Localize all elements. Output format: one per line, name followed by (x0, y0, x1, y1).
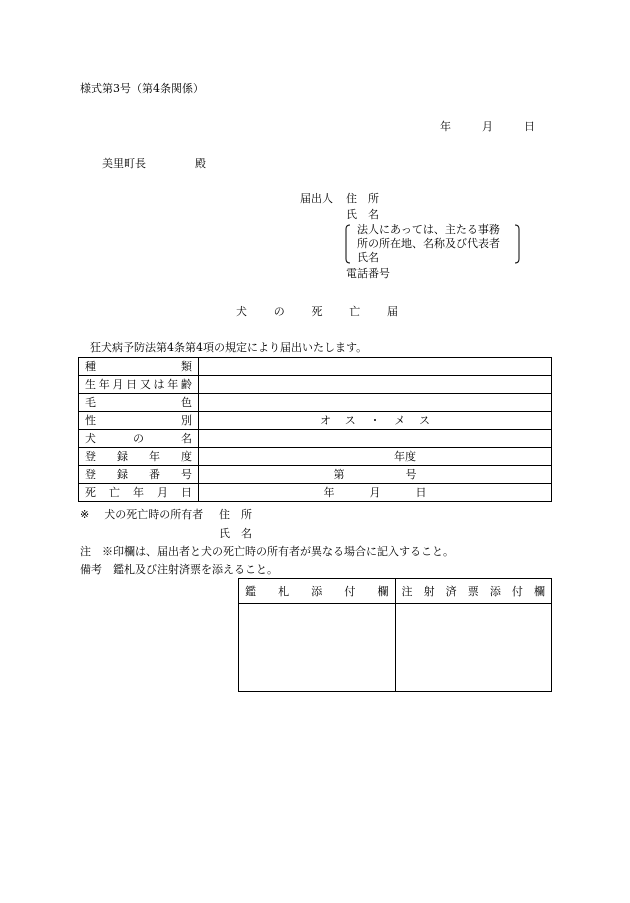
row-value-registration-number[interactable] (199, 466, 552, 484)
sex-option-char: メ (394, 414, 406, 427)
dog-info-table (78, 357, 552, 502)
row-value-sex[interactable] (199, 412, 552, 430)
row-value-dog-name[interactable] (199, 430, 552, 448)
table-row (79, 358, 552, 376)
sex-option-char: ス (344, 414, 356, 427)
justified-label: 注 射 済 票 添 付 欄 (401, 585, 545, 598)
row-label-sex (79, 412, 199, 430)
row-label-birthdate (79, 376, 199, 394)
justified-label: 犬 の 名 (85, 432, 192, 445)
corporate-note-line-1: 法人にあっては、主たる事務 (357, 223, 500, 236)
year-suffix: 年度 (394, 450, 416, 463)
justified-label: 生 年 月 日 又 は 年 齢 (85, 378, 192, 391)
title-char: 犬 (236, 305, 247, 318)
vaccination-attach-area[interactable] (395, 604, 552, 692)
justified-label: 毛 色 (85, 396, 192, 409)
title-char: 届 (387, 305, 398, 318)
corporate-note-line-2: 所の所在地、名称及び代表者 (357, 237, 500, 250)
table-row (79, 412, 552, 430)
vaccination-attach-header (395, 579, 552, 604)
table-row (79, 394, 552, 412)
justified-label: 登 録 年 度 (85, 450, 192, 463)
owner-address-label: 住 所 (219, 508, 252, 521)
row-value-death-date[interactable] (199, 484, 552, 502)
justified-label: 性 別 (85, 414, 192, 427)
notifier-address-label: 住 所 (346, 192, 379, 205)
intro-text: 狂犬病予防法第4条第4項の規定により届出いたします。 (90, 341, 368, 354)
remark-text: 備考 鑑札及び注射済票を添えること。 (80, 563, 278, 576)
sex-option-char: ス (419, 414, 430, 427)
table-row (79, 430, 552, 448)
justified-label: 鑑 札 添 付 欄 (245, 585, 389, 598)
row-label-registration-year (79, 448, 199, 466)
owner-name-label: 氏 名 (219, 527, 252, 540)
date-day: 日 (524, 120, 535, 133)
row-value-coat-color[interactable] (199, 394, 552, 412)
table-row (79, 484, 552, 502)
table-row (239, 579, 552, 604)
table-row (79, 448, 552, 466)
notifier-phone-label: 電話番号 (346, 267, 390, 280)
tag-attach-area[interactable] (239, 604, 396, 692)
document-title (236, 305, 398, 319)
row-label-death-date (79, 484, 199, 502)
addressee (102, 157, 206, 171)
number-prefix: 第 (333, 468, 345, 481)
owner-mark: ※ (80, 508, 90, 521)
table-row (79, 376, 552, 394)
attachment-table (238, 578, 552, 692)
row-value-registration-year[interactable] (199, 448, 552, 466)
corporate-note-line-3: 氏名 (357, 251, 379, 264)
row-label-type (79, 358, 199, 376)
number-suffix: 号 (405, 468, 417, 481)
date-month: 月 (482, 120, 493, 133)
tag-attach-header (239, 579, 396, 604)
row-value-type[interactable] (199, 358, 552, 376)
addressee-honorific: 殿 (195, 157, 206, 170)
notifier-name-label: 氏 名 (346, 208, 379, 221)
row-label-coat-color (79, 394, 199, 412)
owner-section (80, 508, 203, 522)
justified-label: 種 類 (85, 360, 192, 373)
addressee-name: 美里町長 (102, 157, 146, 170)
row-label-registration-number (79, 466, 199, 484)
title-char: の (273, 305, 285, 318)
row-label-dog-name (79, 430, 199, 448)
note-text: 注 ※印欄は、届出者と犬の死亡時の所有者が異なる場合に記入すること。 (80, 545, 454, 558)
notifier-label: 届出人 (300, 192, 333, 205)
table-row (239, 604, 552, 692)
owner-label: 犬の死亡時の所有者 (104, 508, 204, 521)
justified-label: 死 亡 年 月 日 (85, 486, 192, 499)
death-year: 年 (323, 486, 335, 499)
sex-separator: ・ (369, 414, 381, 427)
justified-label: 登 録 番 号 (85, 468, 192, 481)
row-value-birthdate[interactable] (199, 376, 552, 394)
table-row (79, 466, 552, 484)
date-line (440, 120, 535, 134)
title-char: 亡 (349, 305, 361, 318)
death-day: 日 (415, 486, 427, 499)
title-char: 死 (311, 305, 323, 318)
form-number: 様式第3号（第4条関係） (80, 82, 204, 95)
sex-option-char: オ (320, 414, 331, 427)
date-year: 年 (440, 120, 451, 133)
death-month: 月 (369, 486, 381, 499)
